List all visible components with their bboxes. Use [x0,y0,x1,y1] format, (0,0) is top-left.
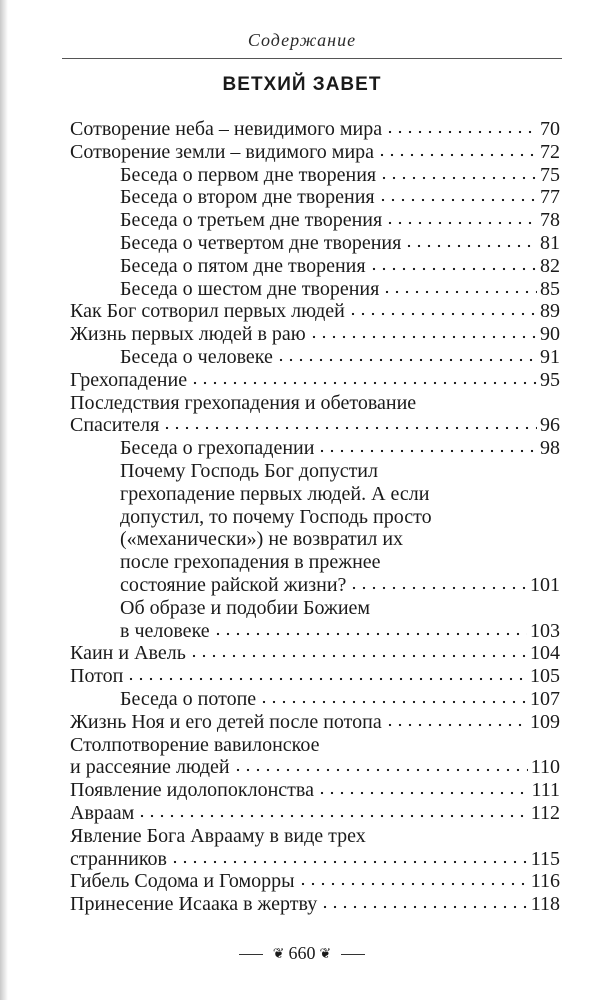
toc-page-number: 103 [530,619,560,642]
toc-entry-line [70,164,560,187]
dot-leader [170,860,528,864]
toc-entry-line [70,756,560,779]
toc-entry-line [70,825,560,848]
toc-entry-text: в человеке [120,619,210,642]
toc-entry-line [70,141,560,164]
toc-entry[interactable] [70,642,560,665]
toc-page-number: 90 [540,323,560,346]
dot-leader [348,312,537,316]
dot-leader [276,358,537,362]
dot-leader [137,814,527,818]
toc-page-number: 109 [530,710,560,733]
toc-entry-line [70,506,560,529]
toc-entry[interactable] [70,209,560,232]
toc-entry[interactable] [70,232,560,255]
toc-entry-text: грехопадение первых людей. А если [120,482,430,505]
dot-leader [190,381,537,385]
toc-entry-line [70,688,560,711]
toc-entry[interactable] [70,141,560,164]
toc-entry-text: Появление идолопоклонства [70,779,314,802]
toc-page-number: 104 [530,642,560,665]
toc-entry-line [70,734,560,757]
toc-page-number: 118 [530,893,560,916]
toc-entry-line [70,642,560,665]
toc-entry[interactable] [70,870,560,893]
dot-leader [379,176,537,180]
toc-entry-line [70,528,560,551]
toc-entry-line [70,483,560,506]
toc-entry-text: странников [70,847,167,870]
toc-page-number: 115 [530,847,560,870]
toc-page-number: 110 [530,756,560,779]
toc-entry[interactable] [70,688,560,711]
toc-entry-text: и рассеяние людей [70,756,230,779]
toc-entry-line [70,870,560,893]
dot-leader [404,244,537,248]
toc-page-number: 111 [531,779,560,802]
toc-entry-text: Беседа о грехопадении [120,437,315,460]
toc-entry-text: Авраам [70,801,135,824]
toc-entry[interactable] [70,346,560,369]
toc-entry-line [70,551,560,574]
toc-entry-text: Последствия грехопадения и обетование [70,391,417,414]
toc-entry[interactable] [70,734,560,780]
toc-entry-text: Беседа о четвертом дне творения [120,231,402,254]
toc-entry-text: допустил, то почему Господь просто [120,505,432,528]
toc-page-number: 105 [530,665,560,688]
dot-leader [317,791,529,795]
toc-entry-line [70,209,560,232]
toc-entry[interactable] [70,597,560,643]
toc-entry-text: Столпотворение вавилонское [70,733,320,756]
toc-page-number: 77 [540,186,560,209]
toc-entry-text: Сотворение земли – видимого мира [70,140,375,163]
toc-entry-line [70,597,560,620]
page-edge-shadow [0,0,8,1000]
toc-page-number: 85 [540,277,560,300]
toc-entry-text: Беседа о потопе [120,687,257,710]
toc-entry-text: Беседа о пятом дне творения [120,254,366,277]
toc-entry[interactable] [70,164,560,187]
toc-entry-text: («механически») не возвратил их [120,528,404,551]
dot-leader [385,723,527,727]
page-number: 660 [288,943,316,963]
toc-entry[interactable] [70,437,560,460]
toc-entry-line [70,779,560,802]
toc-page-number: 89 [540,300,560,323]
dot-leader [320,905,528,909]
dot-leader [385,221,537,225]
dot-leader [349,586,527,590]
toc-page-number: 82 [540,254,560,277]
toc-entry-text: Беседа о человеке [120,345,273,368]
toc-entry[interactable] [70,711,560,734]
toc-entry-text: состояние райской жизни? [120,573,347,596]
dot-leader [377,153,537,157]
toc-entry-line [70,392,560,415]
section-title: ВЕТХИЙ ЗАВЕТ [222,74,382,95]
footer-ornament-right-icon: ❦ [319,947,332,963]
toc-entry-line [70,346,560,369]
toc-entry-text: Беседа о шестом дне творения [120,277,380,300]
dot-leader [317,449,537,453]
toc-entry-line [70,232,560,255]
toc-entry-text: Принесение Исаака в жертву [70,893,318,916]
toc-entry-line [70,323,560,346]
footer-dash-left [239,954,263,955]
toc-entry-line [70,848,560,871]
toc-page-number: 78 [540,209,560,232]
toc-page-number: 81 [540,231,560,254]
toc-entry-text: Как Бог сотворил первых людей [70,300,345,323]
toc-entry-line [70,665,560,688]
toc-entry[interactable] [70,802,560,825]
toc-entry-text: Беседа о третьем дне творения [120,209,383,232]
toc-page-number: 96 [540,414,560,437]
toc-entry-line [70,118,560,141]
toc-entry-text: Жизнь первых людей в раю [70,323,306,346]
dot-leader [233,768,528,772]
toc-entry-line [70,437,560,460]
toc-entry-line [70,369,560,392]
toc-entry-text: Об образе и подобии Божием [120,596,371,619]
dot-leader [382,290,537,294]
toc-entry-text: Явление Бога Аврааму в виде трех [70,824,366,847]
toc-entry-line [70,802,560,825]
toc-entry-text: Почему Господь Бог допустил [120,459,378,482]
toc-page-number: 70 [540,118,560,140]
toc-entry-text: Беседа о втором дне творения [120,186,375,209]
dot-leader [309,335,537,339]
toc-entry-line [70,278,560,301]
toc-entry-line [70,414,560,437]
toc-entry[interactable] [70,118,560,141]
toc-page-number: 98 [540,437,560,460]
toc-entry[interactable] [70,460,560,597]
toc-entry[interactable] [70,665,560,688]
dot-leader [213,632,527,636]
toc-entry-line [70,574,560,597]
dot-leader [126,677,527,681]
toc-entry-text: после грехопадения в прежнее [120,551,381,574]
footer-ornament-left-icon: ❦ [272,947,285,963]
toc-entry[interactable] [70,255,560,278]
dot-leader [298,882,528,886]
toc-entry-text: Жизнь Ноя и его детей после потопа [70,710,382,733]
dot-leader [369,267,537,271]
toc-entry-text: Грехопадение [70,368,188,391]
toc-entry-text: Потоп [70,665,124,688]
toc-entry-line [70,460,560,483]
toc-entry-line [70,711,560,734]
toc-entry-line [70,186,560,209]
toc-entry-text: Каин и Авель [70,642,186,665]
table-of-contents [70,118,560,916]
toc-entry-text: Гибель Содома и Гоморры [70,870,295,893]
toc-entry[interactable] [70,300,560,323]
toc-entry-text: Сотворение неба – невидимого мира [70,118,383,140]
dot-leader [259,700,527,704]
toc-entry-text: Спасителя [70,414,160,437]
toc-entry[interactable] [70,323,560,346]
toc-entry[interactable] [70,893,560,916]
toc-entry-line [70,620,560,643]
dot-leader [189,654,527,658]
toc-entry[interactable] [70,825,560,871]
toc-entry[interactable] [70,186,560,209]
running-head: Содержание [247,30,357,50]
toc-page-number: 72 [540,140,560,163]
dot-leader [378,198,537,202]
footer-dash-right [341,954,365,955]
page-footer [0,943,604,964]
dot-leader [385,130,537,134]
toc-entry[interactable] [70,779,560,802]
toc-page-number: 107 [530,687,560,710]
toc-page-number: 116 [530,870,560,893]
toc-page-number: 112 [530,801,560,824]
toc-entry[interactable] [70,278,560,301]
toc-entry-line [70,300,560,323]
toc-entry[interactable] [70,392,560,438]
toc-page-number: 91 [540,345,560,368]
header-rule [62,58,562,59]
toc-page-number: 101 [530,573,560,596]
toc-page-number: 95 [540,368,560,391]
toc-page-number: 75 [540,163,560,186]
toc-entry-text: Беседа о первом дне творения [120,163,377,186]
toc-entry[interactable] [70,369,560,392]
toc-entry-line [70,893,560,916]
toc-entry-line [70,255,560,278]
dot-leader [162,426,537,430]
